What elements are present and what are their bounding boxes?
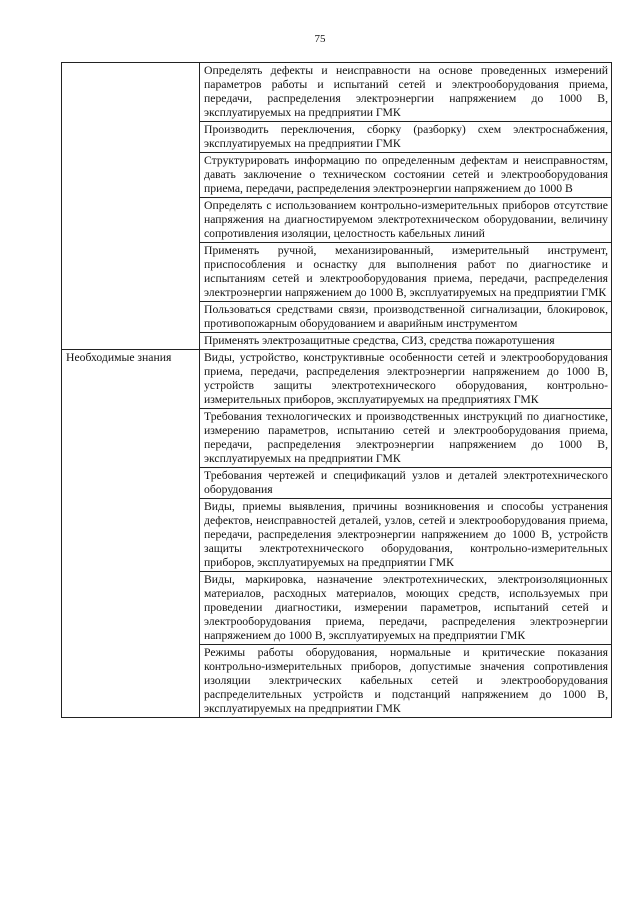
table-cell-skill: Применять электрозащитные средства, СИЗ, средства пожаротушения	[200, 333, 612, 350]
table-cell-knowledge: Виды, устройство, конструктивные особенности сетей и электрооборудования приема, передачи, распределения электроэнергии напряжением до 1000 В, устройств защиты электротехнического оборудования, контрольно-измерительных приборов, эксплуатируемых на предприятиях ГМК	[200, 350, 612, 409]
section-label-cell: Необходимые знания	[62, 350, 200, 718]
table-cell-knowledge: Виды, приемы выявления, причины возникновения и способы устранения дефектов, неисправностей деталей, узлов, сетей и электрооборудования приема, передачи, распределения электроэнергии напряжением до 1000 В, устройств защиты электротехнического оборудования, контрольно-измерительных приборов, эксплуатируемых на предприятии ГМК	[200, 499, 612, 572]
table-cell-skill: Применять ручной, механизированный, измерительный инструмент, приспособления и оснастку для выполнения работ по диагностике и испытаниям сетей и электрооборудования приема, передачи, распределения электроэнергии напряжением до 1000 В, эксплуатируемых на предприятии ГМК	[200, 243, 612, 302]
table-cell-knowledge: Требования технологических и производственных инструкций по диагностике, измерению параметров, испытанию сетей и электрооборудования приема, передачи, распределения электроэнергии напряжением до 1000 В, эксплуатируемых на предприятии ГМК	[200, 409, 612, 468]
competency-table	[61, 62, 612, 718]
table-cell-skill: Пользоваться средствами связи, производственной сигнализации, блокировок, противопожарным оборудованием и аварийным инструментом	[200, 302, 612, 333]
table-cell-skill: Структурировать информацию по определенным дефектам и неисправностям, давать заключение о техническом состоянии сетей и электрооборудования приема, передачи, распределения электроэнергии напряжением до 1000 В	[200, 153, 612, 198]
table-cell-skill: Определять дефекты и неисправности на основе проведенных измерений параметров работы и испытаний сетей и электрооборудования приема, передачи, распределения электроэнергии напряжением до 1000 В, эксплуатируемых на предприятии ГМК	[200, 63, 612, 122]
table-cell-knowledge: Режимы работы оборудования, нормальные и критические показания контрольно-измерительных приборов, допустимые значения сопротивления изоляции электрических кабельных сетей и электрооборудования распределительных устройств и подстанций напряжением до 1000 В, эксплуатируемых на предприятии ГМК	[200, 645, 612, 718]
table-cell-knowledge: Виды, маркировка, назначение электротехнических, электроизоляционных материалов, расходных материалов, моющих средств, используемых при проведении диагностики, измерении параметров, испытаний сетей и электрооборудования приема, передачи, распределения электроэнергии напряжением до 1000 В, эксплуатируемых на предприятии ГМК	[200, 572, 612, 645]
table-cell-skill: Производить переключения, сборку (разборку) схем электроснабжения, эксплуатируемых на предприятии ГМК	[200, 122, 612, 153]
table-row	[62, 63, 612, 122]
table-cell-knowledge: Требования чертежей и спецификаций узлов и деталей электротехнического оборудования	[200, 468, 612, 499]
table-cell-skill: Определять с использованием контрольно-измерительных приборов отсутствие напряжения на диагностируемом электротехническом оборудовании, величину сопротивления изоляции, целостность кабельных линий	[200, 198, 612, 243]
table-row	[62, 350, 612, 409]
section-label-cell	[62, 63, 200, 350]
page-number: 75	[314, 33, 326, 45]
